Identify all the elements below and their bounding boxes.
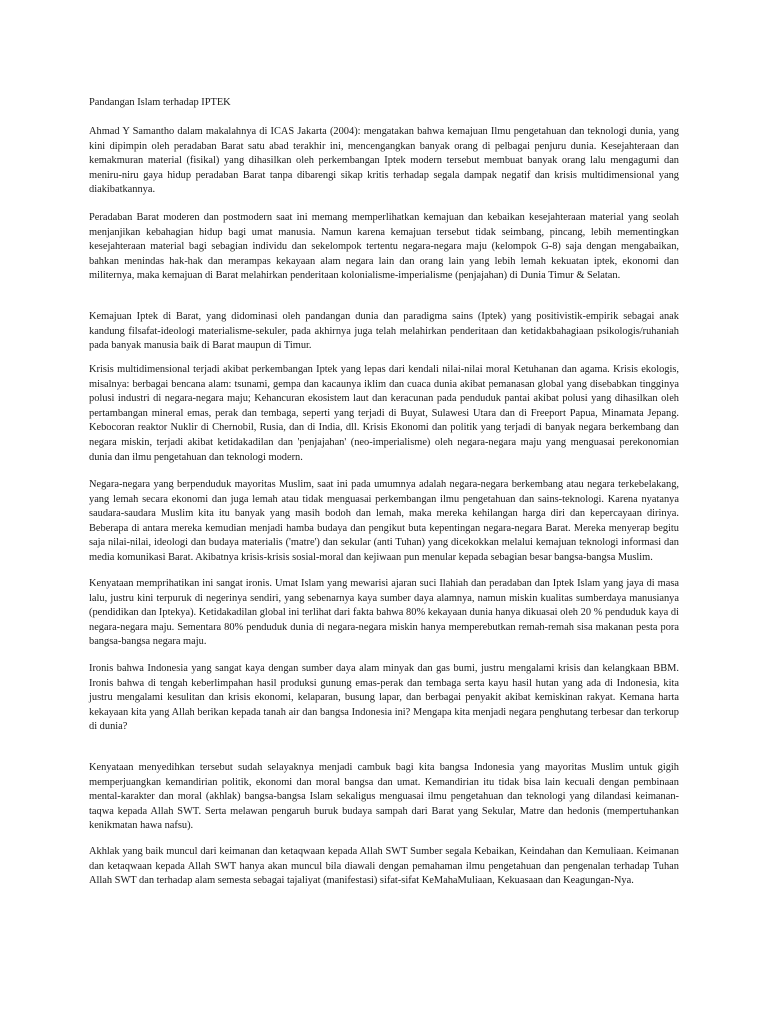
paragraph-7: Ironis bahwa Indonesia yang sangat kaya dengan sumber daya alam minyak dan gas bumi, justru mengalami krisis dan kelangkaan BBM. Ironis bahwa di tengah keberlimpahan hasil produksi gunung emas-perak dan tembaga serta kayu hasil hutan yang ada di Indonesia, kita justru mengalami kesulitan dan krisis ekonomi, kelaparan, busung lapar, dan berbagai penyakit akibat kemiskinan rakyat. Kemana harta kekayaan kita yang Allah berikan kepada tanah air dan bangsa Indonesia ini? Mengapa kita menjadi negara penghutang terbesar dan terkorup di dunia? — [89, 663, 679, 733]
paragraph-6: Kenyataan memprihatikan ini sangat ironis. Umat Islam yang mewarisi ajaran suci Ilahiah dan peradaban dan Iptek Islam yang jaya di masa lalu, justru kini terpuruk di negerinya sendiri, yang sebenarnya kaya sumber daya alamnya, namun miskin kualitas sumberdaya manusianya (pendidikan dan Iptekya). Ketidakadilan global ini terlihat dari fakta bahwa 80% kekayaan dunia hanya dikuasai oleh 20 % penduduk kaya di negara-negara maju. Sementara 80% penduduk dunia di negara-negara miskin hanya memperebutkan remah-remah sisa makanan pesta pora bangsa-bangsa negara maju. — [89, 578, 679, 648]
document-page — [89, 0, 679, 1024]
paragraph-4: Krisis multidimensional terjadi akibat perkembangan Iptek yang lepas dari kendali nilai-nilai moral Ketuhanan dan agama. Krisis ekologis, misalnya: berbagai bencana alam: tsunami, gempa dan kacaunya iklim dan cuaca dunia akibat pemanasan global yang disebabkan tingginya polusi industri di negara-negara maju; Kehancuran ekosistem laut dan keracunan pada penduduk pantai akibat polusi yang dihasilkan oleh pertambangan mineral emas, perak dan tembaga, seperti yang terjadi di Buyat, Sulawesi Utara dan di Freeport Papua, Minamata Jepang. Kebocoran reaktor Nuklir di Chernobil, Rusia, dan di India, dll. Krisis Ekonomi dan politik yang terjadi di banyak negara berkembang dan negara miskin, terjadi akibat ketidakadilan dan 'penjajahan' (neo-imperialisme) oleh negara-negara maju yang menguasai perekonomian dunia dan ilmu pengetahuan dan teknologi modern. — [89, 364, 679, 463]
paragraph-3: Kemajuan Iptek di Barat, yang didominasi oleh pandangan dunia dan paradigma sains (Iptek) yang positivistik-empirik sebagai anak kandung filsafat-ideologi materialisme-sekuler, pada akhirnya juga telah melahirkan penderitaan dan ketidakbahagiaan psikologis/ruhaniah pada banyak manusia baik di Barat maupun di Timur. — [89, 311, 679, 352]
paragraph-5: Negara-negara yang berpenduduk mayoritas Muslim, saat ini pada umumnya adalah negara-negara berkembang atau negara terkebelakang, yang lemah secara ekonomi dan juga lemah atau tidak menguasai perkembangan ilmu pengetahuan dan sains-teknologi. Karena nyatanya saudara-saudara Muslim kita itu banyak yang masih bodoh dan lemah, maka mereka kehilangan harga diri dan kepercayaan dirinya. Beberapa di antara mereka kemudian menjadi hamba budaya dan pengikut buta kepentingan negara-negara Barat. Mereka menyerap begitu saja nilai-nilai, ideologi dan budaya materialis ('matre') dan sekular (anti Tuhan) yang dicekokkan melalui kemajuan teknologi informasi dan media komunikasi Barat. Akibatnya krisis-krisis sosial-moral dan kejiwaan pun menular kepada sebagian besar bangsa-bangsa Muslim. — [89, 479, 679, 563]
document-title: Pandangan Islam terhadap IPTEK — [89, 97, 231, 108]
paragraph-1: Ahmad Y Samantho dalam makalahnya di ICAS Jakarta (2004): mengatakan bahwa kemajuan Ilmu pengetahuan dan teknologi dunia, yang kini dipimpin oleh peradaban Barat satu abad terakhir ini, mencengangkan banyak orang di pelbagai penjuru dunia. Kesejahteraan dan kemakmuran material (fisikal) yang dihasilkan oleh perkembangan Iptek modern tersebut membuat banyak orang lalu mengagumi dan meniru-niru gaya hidup peradaban Barat tanpa dibarengi sikap kritis terhadap segala dampak negatif dan krisis multidimensional yang diakibatkannya. — [89, 126, 679, 196]
paragraph-8: Kenyataan menyedihkan tersebut sudah selayaknya menjadi cambuk bagi kita bangsa Indonesia yang mayoritas Muslim untuk gigih memperjuangkan kemandirian politik, ekonomi dan moral bangsa dan umat. Kemandirian itu tidak bisa lain kecuali dengan pembinaan mental-karakter dan moral (akhlak) bangsa-bangsa Islam sekaligus menguasai ilmu pengetahuan dan teknologi yang dilandasi keimanan-taqwa kepada Allah SWT. Serta melawan pengaruh buruk budaya sampah dari Barat yang Sekular, Matre dan hedonis (mempertuhankan kenikmatan hawa nafsu). — [89, 762, 679, 832]
paragraph-2: Peradaban Barat moderen dan postmodern saat ini memang memperlihatkan kemajuan dan kebaikan kesejahteraan material yang seolah menjanjikan kebahagian hidup bagi umat manusia. Namun karena kemajuan tersebut tidak seimbang, pincang, lebih mementingkan kesejahteraan material bagi sebagian individu dan sekelompok tertentu negara-negara maju (kelompok G-8) saja dengan mengabaikan, bahkan menindas hak-hak dan merampas kekayaan alam negara lain dan orang lain yang lebih lemah kekuatan iptek, ekonomi dan militernya, maka kemajuan di Barat melahirkan penderitaan kolonialisme-imperialisme (penjajahan) di Dunia Timur & Selatan. — [89, 212, 679, 282]
paragraph-9: Akhlak yang baik muncul dari keimanan dan ketaqwaan kepada Allah SWT Sumber segala Kebaikan, Keindahan dan Kemuliaan. Keimanan dan ketaqwaan kepada Allah SWT hanya akan muncul bila diawali dengan pemahaman ilmu pengetahuan dan pengenalan terhadap Tuhan Allah SWT dan terhadap alam semesta sebagai tajaliyat (manifestasi) sifat-sifat KeMahaMuliaan, Kekuasaan dan Keagungan-Nya. — [89, 846, 679, 887]
